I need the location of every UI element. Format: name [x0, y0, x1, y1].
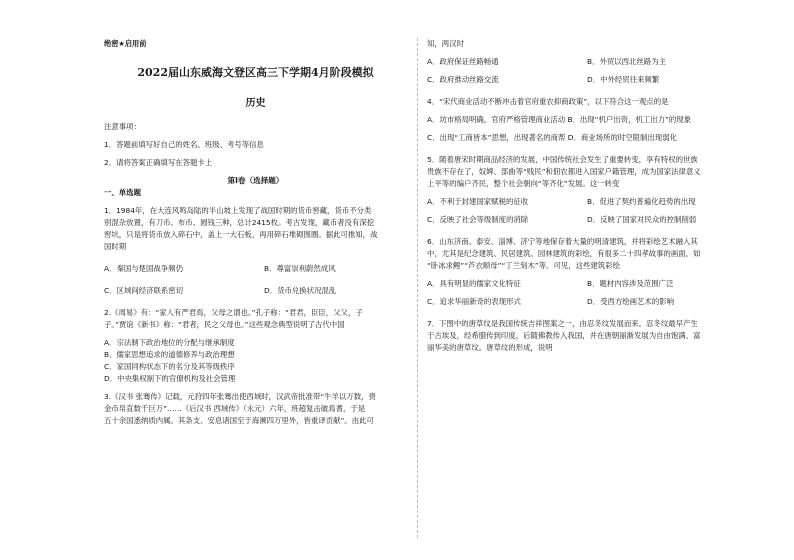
column-divider [417, 38, 418, 538]
question-6 [427, 236, 731, 308]
option-c: C．政府推动丝路交流 [427, 75, 499, 84]
option-b: B．儒家思想追求的道德修养与政治理想 [104, 350, 235, 359]
option-d: D．货币兑换状况混乱 [264, 286, 337, 295]
question-line: 别混杂放置，有刀币、布币、圆钱三种，总计2415枚。考古发现，藏币者没有深挖 [104, 218, 375, 227]
note-item: 2．请将答案正确填写在答题卡上 [104, 158, 213, 167]
question-line: “卧冰求鲤”“芦衣顺母”“丁兰刻木”等。可见，这些建筑彩绘 [427, 261, 620, 270]
option-c: C．家国同构状态下的名分及其等级秩序 [104, 362, 235, 371]
question-7 [427, 318, 731, 354]
question-4 [427, 96, 731, 144]
question-line: 上平等的编户齐民，整个社会朝向“等齐化”发展。这一转变 [427, 179, 620, 188]
question-3 [104, 391, 407, 427]
option-a: A．政府保证丝路畅通 [427, 57, 499, 66]
question-line: 5．随着唐宋时期商品经济的发展，中国传统社会发生了重要转变，享有特权的世族 [427, 155, 698, 164]
question-line: 3.《汉书 张骞传》记载，元狩四年张骞出使西域时，汉武帝批准带“牛羊以万数，赍 [104, 392, 376, 401]
option-d: D．中央集权制下的官僚机构及社会管理 [104, 374, 236, 383]
option-a: A．秦国与楚国战争频仍 [104, 264, 183, 273]
option-a: A．具有明显的儒家文化特征 [427, 279, 521, 288]
question-line: 金币帛直数千巨万”……《后汉书 西域传》（永元）六年，班超复击破焉耆，于是 [104, 404, 366, 413]
question-3-continued: 知，两汉时 [427, 39, 464, 48]
option-b: B．外贸以西北丝路为主 [587, 57, 666, 66]
option-b: B．题材内容涉及范围广泛 [587, 279, 674, 288]
right-column [427, 38, 731, 354]
question-line: 窖坑，只是将货币放入碎石中，盖上一大石板，再用碎石堆砌围圈。据此可推知，战 [104, 230, 378, 239]
question-line: 贵族不存在了，奴婢、部曲等“贱民”和佃农都进入国家户籍管理，成为国家法律意义 [427, 167, 701, 176]
question-line: 五十余国悉纳质内属。其条支、安息诸国至于海濒四万里外，皆重译贡献”。由此可 [104, 416, 374, 425]
option-ab: A．坊市格局明确，官府严格管理商业活动 B．出现“机户出资，机工出力”的现象 [427, 115, 692, 124]
part-title: 第I卷（选择题） [227, 176, 284, 185]
option-d: D．受西方绘画艺术的影响 [587, 297, 674, 306]
note-item: 1．答题前填写好自己的姓名、班级、考号等信息 [104, 140, 264, 149]
question-line: 丽华美的唐草纹。唐草纹的形成，说明 [427, 343, 553, 352]
question-line: 子。”贾谊《新书》称：“君者，民之父母也。”这些观念典型说明了古代中国 [104, 320, 345, 329]
notes-heading: 注意事项： [104, 122, 141, 131]
option-d: D．中外经贸往来频繁 [587, 75, 660, 84]
question-line: 国时期 [104, 242, 127, 251]
secret-label: 绝密★启用前 [104, 39, 147, 48]
option-d: D．反映了国家对民众的控制削弱 [587, 215, 697, 224]
question-line: 中，尤其是纪念建筑、民居建筑、园林建筑的彩绘，有很多二十四孝故事的画面，如 [427, 249, 701, 258]
question-line: 6．山东济南、泰安、淄博、济宁等地保存着大量的明清建筑，并将彩绘艺术融入其 [427, 237, 698, 246]
option-c: C．反映了社会等级制度的消除 [427, 215, 529, 224]
option-a: A．不利于封建国家赋税的征收 [427, 197, 529, 206]
section-title: 一、单选题 [104, 188, 141, 197]
question-line: 4．“宋代商业活动不断冲击着官府重农抑商政策”，以下符合这一观点的是 [427, 97, 669, 106]
question-line: 7．下图中的唐草纹是我国传统吉祥图案之一，由忍冬纹发展而来。忍冬纹最早产生 [427, 319, 698, 328]
subject-title: 历史 [245, 98, 266, 109]
option-a: A．宗法制下政治地位的分配与继承制度 [104, 338, 235, 347]
question-line: 1．1984年，在大连风鸣岛陆的半山坡上发现了战国时期的货币窖藏，货币不分类 [104, 206, 372, 215]
option-c: C．追求华丽新奇的表现形式 [427, 297, 521, 306]
option-b: B．促进了契约普遍化趋势的出现 [587, 197, 696, 206]
question-line: 于古埃及，经希腊传到印度，后随佛教传入我国，并在唐朝丽渐发展为自由饱满、富 [427, 331, 701, 340]
option-cd: C．出现“工商皆本”思想，出现著名的商帮 D．商业场所的时空限制出现弱化 [427, 133, 677, 142]
question-5 [427, 154, 731, 226]
left-column [104, 38, 407, 427]
question-line: 2.《周易》有：“家人有严君焉，父母之谓也。”孔子称：“君君，臣臣，父父，子 [104, 308, 363, 317]
option-b: B．尊富崇利蔚然成风 [264, 264, 336, 273]
question-1 [104, 205, 407, 297]
option-c: C．区域间经济联系密切 [104, 286, 184, 295]
exam-title: 2022届山东威海文登区高三下学期4月阶段模拟 [137, 66, 374, 79]
question-2 [104, 307, 407, 385]
